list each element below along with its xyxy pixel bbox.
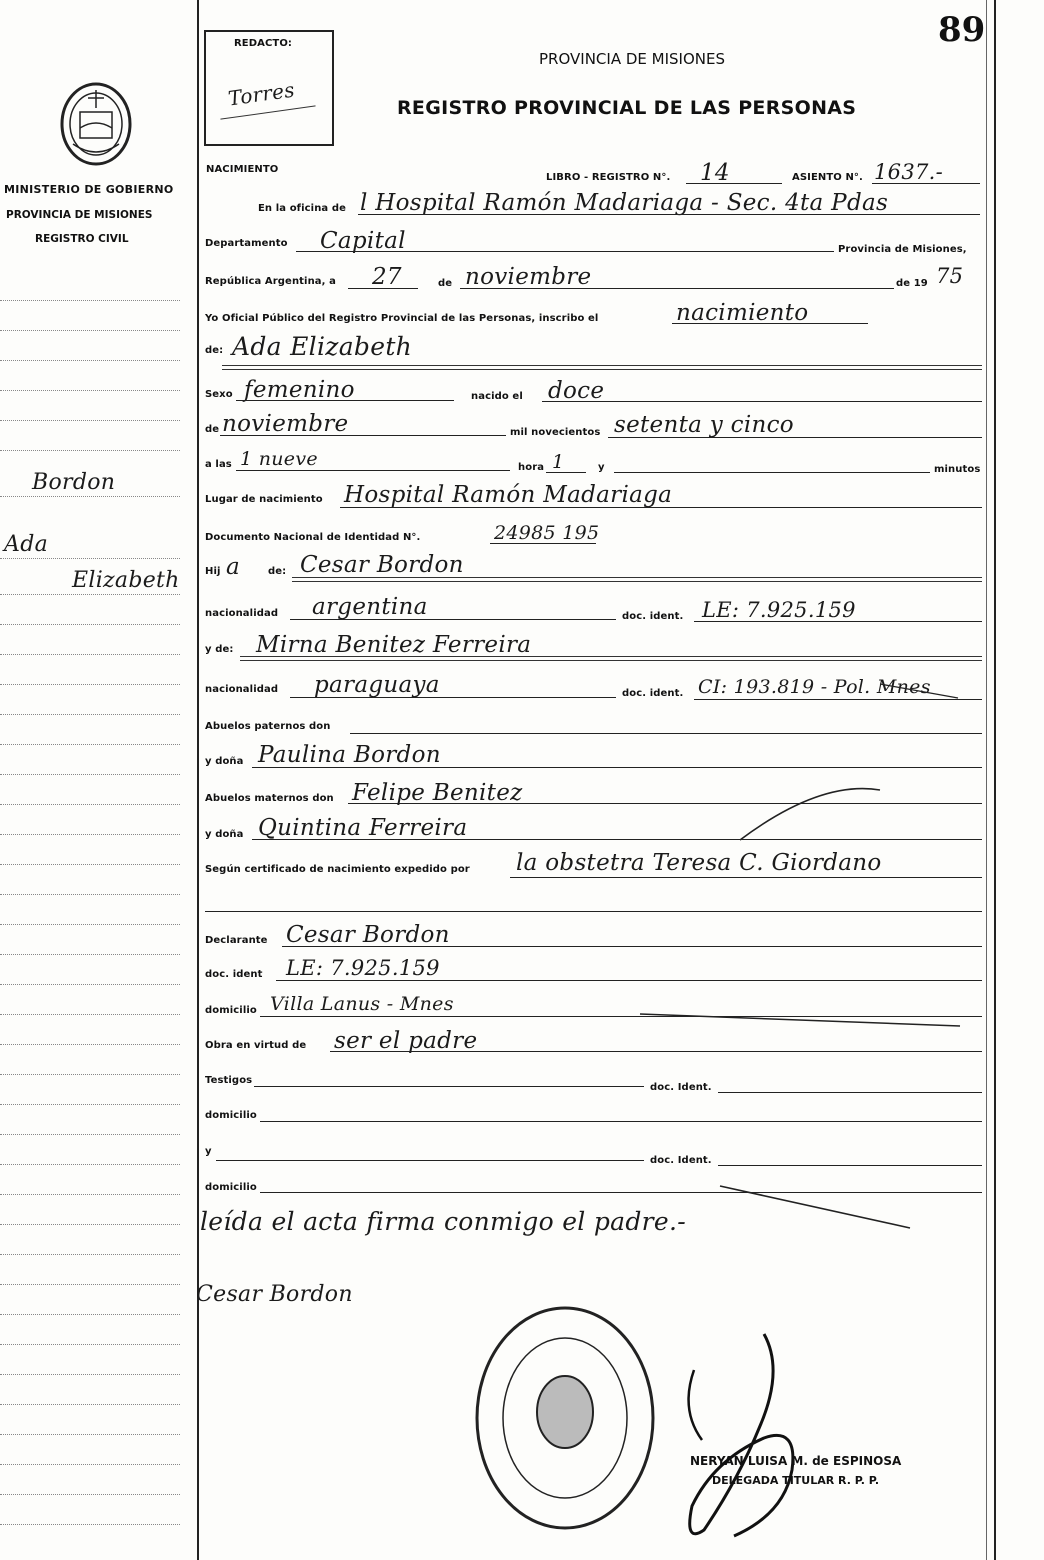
nac-padre-label: nacionalidad: [205, 608, 279, 619]
doc-madre-label: doc. ident.: [622, 688, 684, 699]
doc-ident-testigo-2: doc. Ident.: [650, 1155, 712, 1166]
a-las-label: a las: [205, 459, 232, 470]
declarante-label: Declarante: [205, 935, 268, 946]
hora-value: 1: [552, 451, 565, 473]
closing-statement: leída el acta firma conmigo el padre.-: [200, 1207, 686, 1236]
mes-value: noviembre: [465, 264, 592, 290]
province-header: PROVINCIA DE MISIONES: [539, 50, 725, 68]
lugar-value: Hospital Ramón Madariaga: [344, 482, 673, 508]
nac-madre-label: nacionalidad: [205, 684, 279, 695]
de-padre-label: de:: [268, 566, 287, 577]
de-name-label: de:: [205, 345, 224, 356]
sexo-label: Sexo: [205, 389, 233, 400]
departamento-label: Departamento: [205, 238, 288, 249]
hij-label: Hij: [205, 566, 221, 577]
provincia-label: Provincia de Misiones,: [838, 244, 967, 255]
doc-ident-testigo-1: doc. Ident.: [650, 1082, 712, 1093]
page-number: 89: [938, 10, 986, 50]
margin-note-name-1: Ada: [4, 532, 48, 557]
obra-value: ser el padre: [334, 1028, 478, 1054]
abuela-p-value: Paulina Bordon: [258, 742, 441, 768]
madre-value: Mirna Benitez Ferreira: [256, 632, 532, 658]
de-year-label: de 19: [896, 278, 928, 289]
ministry-label: MINISTERIO DE GOBIERNO: [4, 183, 174, 196]
abuelo-m-value: Felipe Benitez: [352, 780, 523, 806]
y-dona-p-label: y doña: [205, 756, 244, 767]
doc-decl-value: LE: 7.925.159: [286, 956, 440, 980]
doc-decl-label: doc. ident: [205, 969, 263, 980]
oficial-label: Yo Oficial Público del Registro Provincial de las Personas, inscribo el: [205, 313, 599, 324]
inscribo-value: nacimiento: [676, 300, 809, 326]
nacido-label: nacido el: [471, 391, 523, 402]
libro-label: LIBRO - REGISTRO N°.: [546, 172, 671, 183]
testigos-label: Testigos: [205, 1075, 253, 1086]
declarante-value: Cesar Bordon: [286, 922, 450, 948]
segun-label: Según certificado de nacimiento expedido por: [205, 864, 470, 875]
republica-label: República Argentina, a: [205, 276, 336, 287]
registro-civil-label: REGISTRO CIVIL: [35, 233, 129, 245]
departamento-value: Capital: [320, 228, 406, 254]
y-de-label: y de:: [205, 644, 234, 655]
domicilio-value: Villa Lanus - Mnes: [270, 993, 454, 1015]
registry-header: REGISTRO PROVINCIAL DE LAS PERSONAS: [397, 97, 857, 119]
year-value: 75: [936, 264, 964, 288]
hora-label: hora: [518, 462, 545, 473]
asiento-value: 1637.-: [874, 160, 944, 184]
domicilio-testigo-1: domicilio: [205, 1110, 257, 1121]
nacimiento-label: NACIMIENTO: [206, 164, 279, 175]
segun-value: la obstetra Teresa C. Giordano: [516, 850, 882, 876]
margin-province-label: PROVINCIA DE MISIONES: [6, 209, 153, 221]
mil-value: setenta y cinco: [614, 412, 794, 438]
sexo-value: femenino: [244, 377, 355, 403]
dia-value: 27: [372, 264, 402, 290]
margin-note-surname: Bordon: [32, 470, 116, 495]
a-las-value: 1 nueve: [240, 448, 318, 470]
minutos-label: minutos: [934, 464, 981, 475]
y-dona-m-label: y doña: [205, 829, 244, 840]
official-signature: [674, 1330, 814, 1554]
dni-value: 24985 195: [494, 522, 600, 544]
lugar-label: Lugar de nacimiento: [205, 494, 323, 505]
doc-padre-value: LE: 7.925.159: [702, 598, 856, 622]
libro-value: 14: [700, 160, 730, 186]
nac-madre-value: paraguaya: [314, 672, 440, 698]
domicilio-label: domicilio: [205, 1005, 257, 1016]
nac-padre-value: argentina: [312, 594, 428, 620]
y-testigo-label: y: [205, 1146, 212, 1157]
nacido-mes-value: noviembre: [222, 411, 349, 437]
hij-value: a: [226, 554, 241, 580]
y-label: y: [598, 462, 605, 473]
declarant-signature: Cesar Bordon: [196, 1282, 353, 1307]
asiento-label: ASIENTO N°.: [792, 172, 863, 183]
de-mes-label: de: [205, 424, 220, 435]
de-label: de: [438, 278, 453, 289]
abuelos-paternos-label: Abuelos paternos don: [205, 721, 331, 732]
domicilio-testigo-2: domicilio: [205, 1182, 257, 1193]
name-value: Ada Elizabeth: [232, 332, 413, 361]
margin-note-name-2: Elizabeth: [72, 568, 180, 593]
doc-padre-label: doc. ident.: [622, 611, 684, 622]
obra-label: Obra en virtud de: [205, 1040, 307, 1051]
redacto-value: Torres: [226, 77, 297, 111]
official-seal: [472, 1302, 658, 1534]
official-name: NERYAN LUISA M. de ESPINOSA: [690, 1454, 902, 1468]
padre-value: Cesar Bordon: [300, 552, 464, 578]
abuelos-maternos-label: Abuelos maternos don: [205, 793, 334, 804]
abuela-m-value: Quintina Ferreira: [258, 815, 468, 841]
doc-madre-value: CI: 193.819 - Pol. Mnes: [698, 676, 931, 698]
official-title: DELEGADA TITULAR R. P. P.: [712, 1474, 879, 1487]
nacido-value: doce: [548, 378, 605, 404]
oficina-label: En la oficina de: [258, 203, 346, 214]
dni-label: Documento Nacional de Identidad N°.: [205, 532, 421, 543]
redacto-label: REDACTO:: [234, 38, 293, 49]
oficina-value: l Hospital Ramón Madariaga - Sec. 4ta Pdas: [360, 190, 889, 216]
mil-label: mil novecientos: [510, 427, 601, 438]
